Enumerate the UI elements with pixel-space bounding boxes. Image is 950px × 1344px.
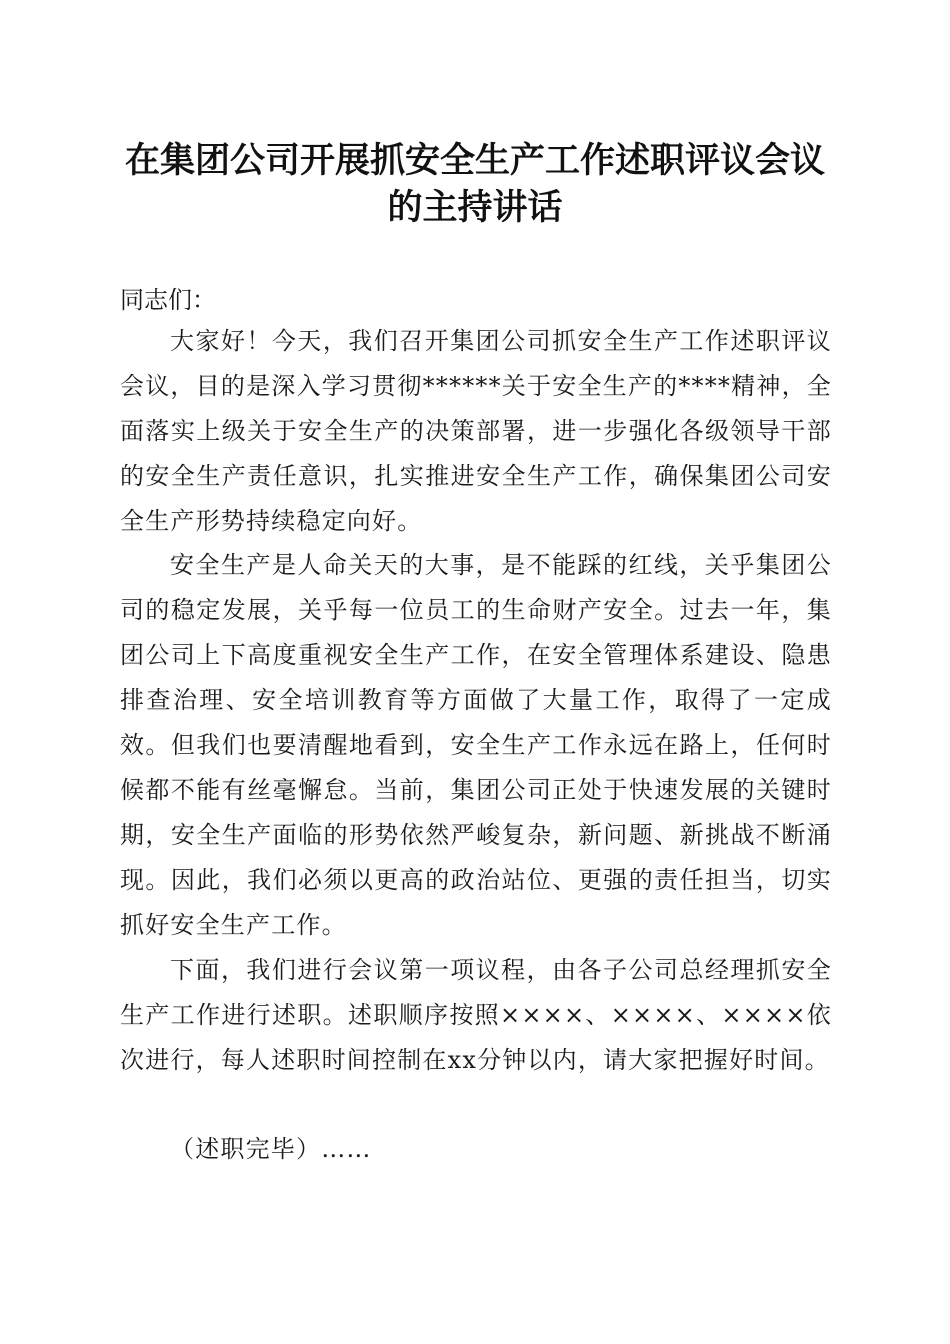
paragraph-agenda: 下面，我们进行会议第一项议程，由各子公司总经理抓安全生产工作进行述职。述职顺序按照××××、××××、××××依次进行，每人述职时间控制在xx分钟以内，请大家把握好时间。	[120, 956, 832, 1074]
paragraph-stage-note: （述职完毕）……	[170, 1135, 372, 1163]
document-title-line-2: 的主持讲话	[387, 187, 563, 228]
document-title-line-1: 在集团公司开展抓安全生产工作述职评议会议	[124, 140, 825, 181]
paragraph-importance: 安全生产是人命关天的大事，是不能踩的红线，关乎集团公司的稳定发展，关乎每一位员工的生命财产安全。过去一年，集团公司上下高度重视安全生产工作，在安全管理体系建设、隐患排查治理、安全培训教育等方面做了大量工作，取得了一定成效。但我们也要清醒地看到，安全生产工作永远在路上，任何时候都不能有丝毫懈怠。当前，集团公司正处于快速发展的关键时期，安全生产面临的形势依然严峻复杂，新问题、新挑战不断涌现。因此，我们必须以更高的政治站位、更强的责任担当，切实抓好安全生产工作。	[120, 551, 832, 939]
salutation: 同志们：	[120, 286, 216, 314]
paragraph-opening: 大家好！今天，我们召开集团公司抓安全生产工作述职评议会议，目的是深入学习贯彻******关于安全生产的****精神，全面落实上级关于安全生产的决策部署，进一步强化各级领导干部的安全生产责任意识，扎实推进安全生产工作，确保集团公司安全生产形势持续稳定向好。	[120, 327, 832, 535]
